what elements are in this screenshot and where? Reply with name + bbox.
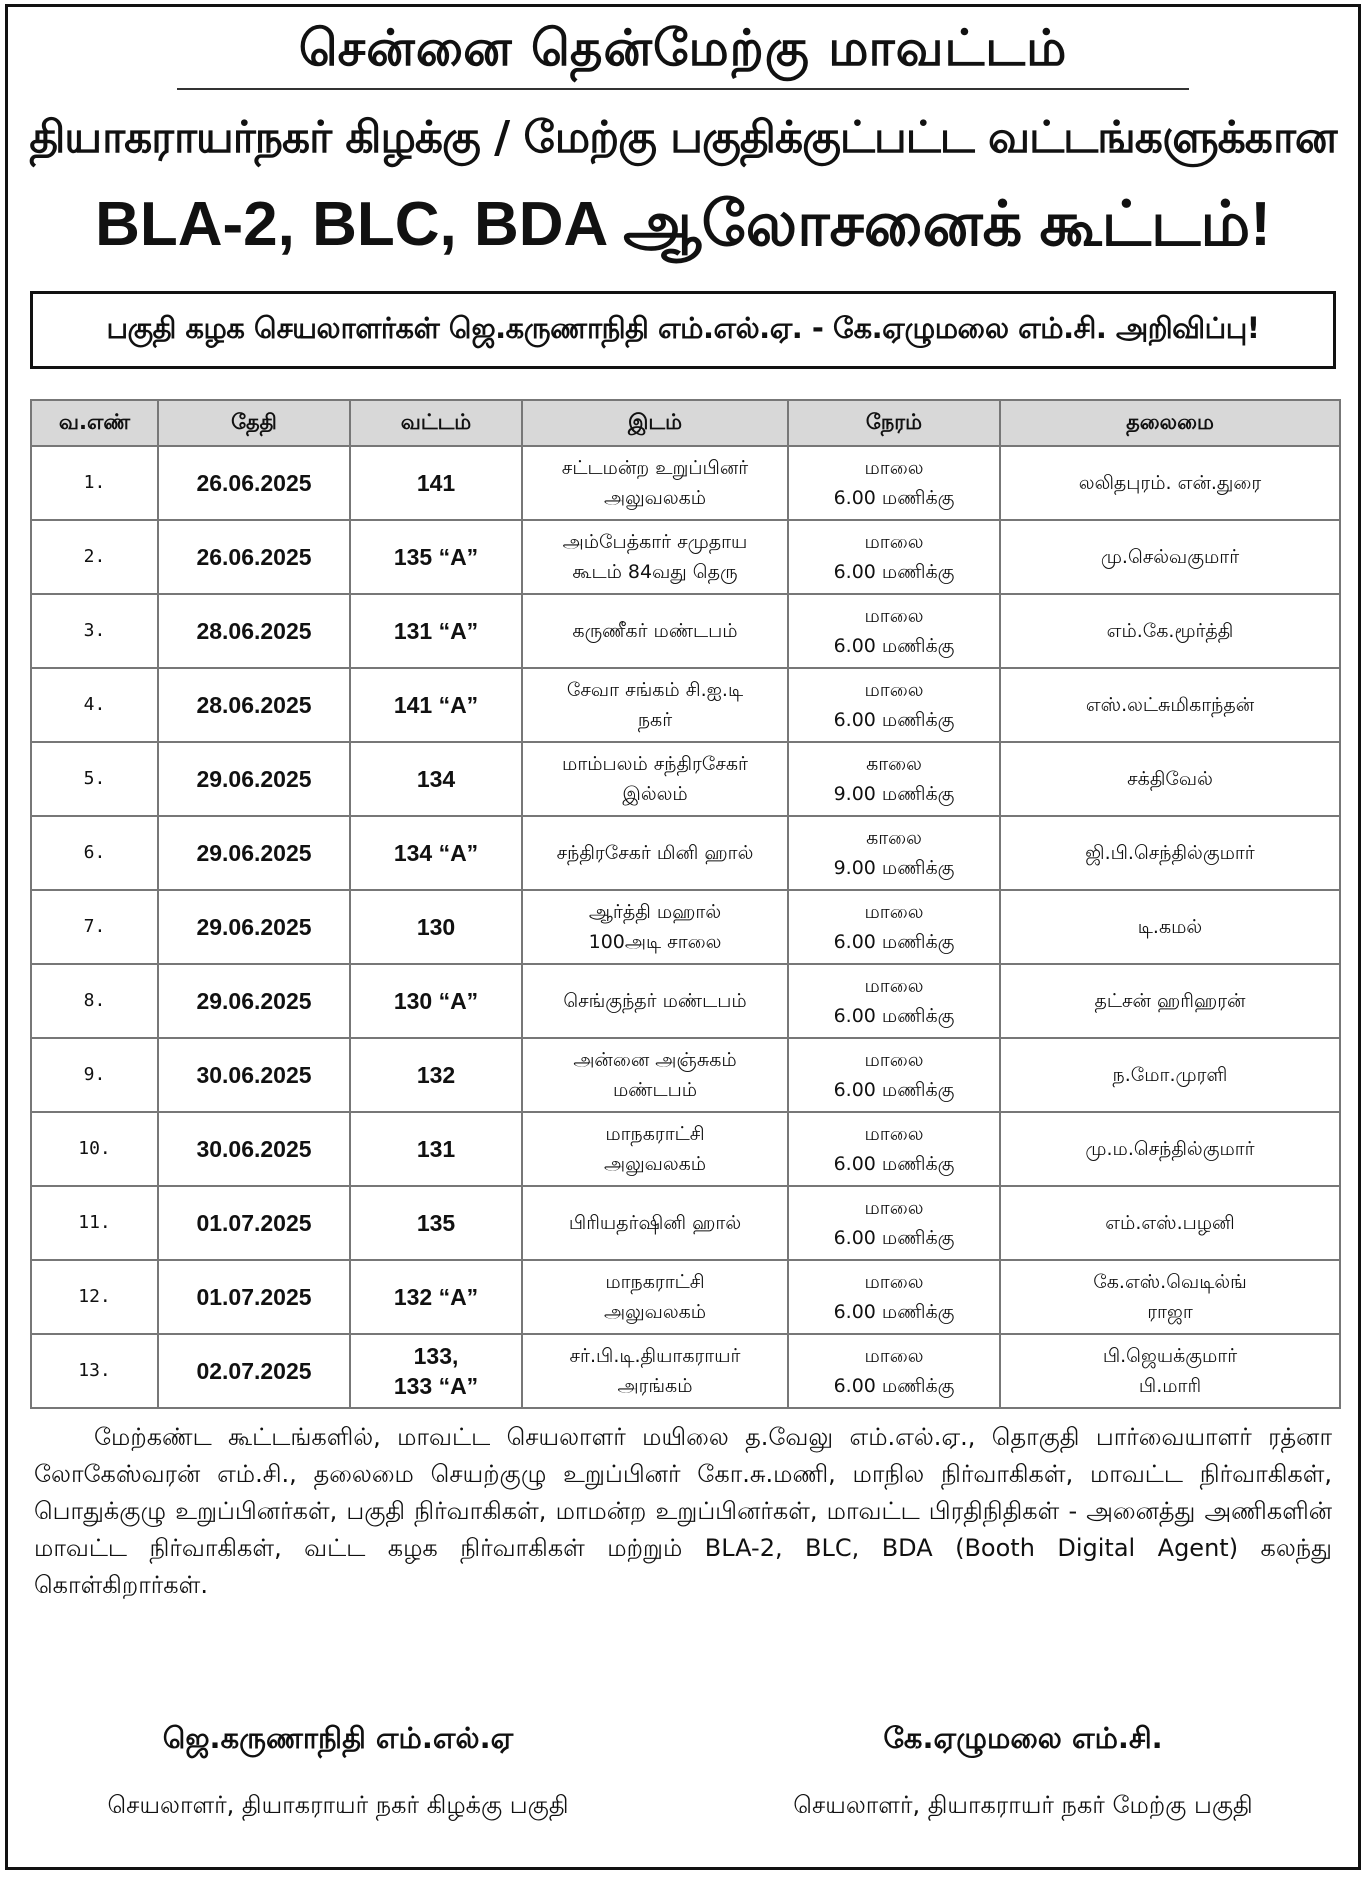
chair-cell	[1000, 594, 1340, 668]
time-cell-line: 6.00 மணிக்கு	[833, 1079, 955, 1101]
column-header-venue: இடம்	[522, 400, 788, 446]
column-header-ward: வட்டம்	[350, 400, 522, 446]
time-cell-line: மாலை	[864, 679, 924, 701]
venue-cell	[522, 1038, 788, 1112]
time-cell-line: 6.00 மணிக்கு	[833, 1005, 955, 1027]
table-row	[31, 742, 1340, 816]
time-cell	[788, 890, 1000, 964]
date-cell: 29.06.2025	[158, 816, 350, 890]
date-cell: 29.06.2025	[158, 742, 350, 816]
serial-cell: 6.	[31, 816, 158, 890]
announcement-box	[30, 291, 1336, 369]
column-header-time: நேரம்	[788, 400, 1000, 446]
announcement-text: பகுதி கழக செயலாளர்கள் ஜெ.கருணாநிதி எம்.எல்.ஏ. - கே.ஏழுமலை எம்.சி. அறிவிப்பு!	[106, 311, 1260, 345]
district-heading: சென்னை தென்மேற்கு மாவட்டம்	[298, 19, 1068, 77]
time-cell	[788, 816, 1000, 890]
chair-cell-line: கே.எஸ்.வெடில்ங்	[1093, 1271, 1247, 1293]
venue-cell	[522, 520, 788, 594]
venue-cell	[522, 816, 788, 890]
chair-cell	[1000, 816, 1340, 890]
attendees-paragraph: மேற்கண்ட கூட்டங்களில், மாவட்ட செயலாளர் மயிலை த.வேலு எம்.எல்.ஏ., தொகுதி பார்வையாளர் ரத்னா லோகேஸ்வரன் எம்.சி., தலைமை செயற்குழு உறுப்பினர் கோ.சு.மணி, மாநில நிர்வாகிகள், மாவட்ட நிர்வாகிகள், பொதுக்குழு உறுப்பினர்கள், பகுதி நிர்வாகிகள், மாமன்ற உறுப்பினர்கள், மாவட்ட பிரதிநிதிகள் - அனைத்து அணிகளின் மாவட்ட நிர்வாகிகள், வட்ட கழக நிர்வாகிகள் மற்றும் BLA-2, BLC, BDA (Booth Digital Agent) கலந்து கொள்கிறார்கள்.	[34, 1423, 1332, 1599]
chair-cell	[1000, 742, 1340, 816]
venue-cell-line: செங்குந்தர் மண்டபம்	[563, 990, 747, 1012]
time-cell-line: மாலை	[864, 605, 924, 627]
time-cell	[788, 446, 1000, 520]
chair-cell-line: மு.ம.செந்தில்குமார்	[1085, 1138, 1255, 1160]
table-row	[31, 1186, 1340, 1260]
date-cell: 01.07.2025	[158, 1260, 350, 1334]
serial-cell: 9.	[31, 1038, 158, 1112]
column-header-chair: தலைமை	[1000, 400, 1340, 446]
ward-cell	[350, 1334, 522, 1408]
signatory-name: ஜெ.கருணாநிதி எம்.எல்.ஏ	[162, 1721, 514, 1755]
time-cell-line: காலை	[866, 753, 922, 775]
date-cell: 26.06.2025	[158, 446, 350, 520]
time-cell-line: மாலை	[864, 1345, 924, 1367]
column-header-serial: வ.எண்	[31, 400, 158, 446]
time-cell-line: 6.00 மணிக்கு	[833, 1153, 955, 1175]
time-cell-line: மாலை	[864, 1049, 924, 1071]
ward-cell: 141	[350, 446, 522, 520]
time-cell	[788, 1260, 1000, 1334]
serial-cell: 4.	[31, 668, 158, 742]
chair-cell-line: எம்.எஸ்.பழனி	[1105, 1212, 1235, 1234]
ward-cell: 131	[350, 1112, 522, 1186]
meeting-title: BLA-2, BLC, BDA ஆலோசனைக் கூட்டம்!	[95, 190, 1271, 259]
venue-cell-line: 100அடி சாலை	[588, 931, 722, 953]
venue-cell	[522, 742, 788, 816]
serial-cell: 13.	[31, 1334, 158, 1408]
venue-cell	[522, 964, 788, 1038]
date-cell: 30.06.2025	[158, 1112, 350, 1186]
table-row	[31, 446, 1340, 520]
chair-cell-line: பி.ஜெயக்குமார்	[1102, 1345, 1238, 1367]
venue-cell-line: கருணீகர் மண்டபம்	[572, 620, 738, 642]
signatory-name: கே.ஏழுமலை எம்.சி.	[883, 1721, 1163, 1755]
venue-cell-line: சந்திரசேகர் மினி ஹால்	[556, 842, 754, 864]
time-cell-line: காலை	[866, 827, 922, 849]
serial-cell: 12.	[31, 1260, 158, 1334]
chair-cell	[1000, 1112, 1340, 1186]
chair-cell-line: எஸ்.லட்சுமிகாந்தன்	[1085, 694, 1255, 716]
time-cell	[788, 668, 1000, 742]
venue-cell-line: இல்லம்	[622, 783, 688, 805]
table-row	[31, 1334, 1340, 1408]
ward-cell: 131 “A”	[350, 594, 522, 668]
venue-cell	[522, 1112, 788, 1186]
signature-block	[8, 1717, 1358, 1867]
date-cell: 29.06.2025	[158, 964, 350, 1038]
chair-cell-line: மு.செல்வகுமார்	[1100, 546, 1240, 568]
table-body	[31, 446, 1340, 1408]
time-cell	[788, 1112, 1000, 1186]
venue-cell	[522, 668, 788, 742]
date-cell: 28.06.2025	[158, 668, 350, 742]
time-cell	[788, 520, 1000, 594]
venue-cell-line: சேவா சங்கம் சி.ஐ.டி	[566, 679, 744, 701]
venue-cell-line: அலுவலகம்	[603, 1153, 707, 1175]
notice-poster	[5, 4, 1361, 1870]
time-cell-line: மாலை	[864, 531, 924, 553]
time-cell-line: மாலை	[864, 901, 924, 923]
time-cell-line: 6.00 மணிக்கு	[833, 1375, 955, 1397]
venue-cell-line: சர்.பி.டி.தியாகராயர்	[569, 1345, 741, 1367]
venue-cell	[522, 446, 788, 520]
chair-cell	[1000, 668, 1340, 742]
ward-cell: 130	[350, 890, 522, 964]
ward-cell: 135 “A”	[350, 520, 522, 594]
signatory-designation: செயலாளர், தியாகராயர் நகர் கிழக்கு பகுதி	[107, 1791, 569, 1819]
ward-cell-text: 133, 133 “A”	[393, 1343, 479, 1399]
table-row	[31, 594, 1340, 668]
serial-cell: 2.	[31, 520, 158, 594]
table-row	[31, 1112, 1340, 1186]
venue-cell-line: அன்னை அஞ்சுகம்	[573, 1049, 737, 1071]
venue-cell-line: அரங்கம்	[617, 1375, 693, 1397]
chair-cell	[1000, 1186, 1340, 1260]
venue-cell	[522, 1334, 788, 1408]
time-cell	[788, 742, 1000, 816]
serial-cell: 10.	[31, 1112, 158, 1186]
time-cell-line: 6.00 மணிக்கு	[833, 561, 955, 583]
venue-cell-line: நகர்	[637, 709, 673, 731]
time-cell-line: மாலை	[864, 457, 924, 479]
time-cell-line: 6.00 மணிக்கு	[833, 1227, 955, 1249]
time-cell-line: மாலை	[864, 1123, 924, 1145]
table-row	[31, 1038, 1340, 1112]
chair-cell-line: லலிதபுரம். என்.துரை	[1078, 472, 1262, 494]
venue-cell	[522, 594, 788, 668]
chair-cell	[1000, 964, 1340, 1038]
time-cell-line: 6.00 மணிக்கு	[833, 635, 955, 657]
ward-cell: 134 “A”	[350, 816, 522, 890]
venue-cell-line: கூடம் 84வது தெரு	[572, 561, 738, 583]
ward-cell: 135	[350, 1186, 522, 1260]
ward-cell: 130 “A”	[350, 964, 522, 1038]
chair-cell-line: சக்திவேல்	[1127, 768, 1213, 790]
date-cell: 30.06.2025	[158, 1038, 350, 1112]
signatory-designation: செயலாளர், தியாகராயர் நகர் மேற்கு பகுதி	[793, 1791, 1253, 1819]
area-heading: தியாகராயர்நகர் கிழக்கு / மேற்கு பகுதிக்குட்பட்ட வட்டங்களுக்கான	[29, 112, 1337, 163]
chair-cell-line: டி.கமல்	[1137, 916, 1203, 938]
venue-cell-line: ஆர்த்தி மஹால்	[588, 901, 722, 923]
serial-cell: 11.	[31, 1186, 158, 1260]
chair-cell	[1000, 520, 1340, 594]
chair-cell	[1000, 446, 1340, 520]
time-cell	[788, 1186, 1000, 1260]
venue-cell	[522, 1260, 788, 1334]
table-row	[31, 964, 1340, 1038]
venue-cell	[522, 1186, 788, 1260]
ward-cell: 132	[350, 1038, 522, 1112]
chair-cell-line: பி.மாரி	[1138, 1375, 1202, 1397]
signature-east	[38, 1721, 638, 1822]
chair-cell	[1000, 1334, 1340, 1408]
date-cell: 28.06.2025	[158, 594, 350, 668]
chair-cell-line: ராஜா	[1147, 1301, 1193, 1323]
venue-cell-line: சட்டமன்ற உறுப்பினர்	[561, 457, 749, 479]
signature-west	[723, 1721, 1323, 1822]
chair-cell-line: எம்.கே.மூர்த்தி	[1106, 620, 1234, 642]
chair-cell-line: ந.மோ.முரளி	[1112, 1064, 1228, 1086]
venue-cell-line: மாநகராட்சி	[605, 1123, 705, 1145]
time-cell-line: மாலை	[864, 1271, 924, 1293]
date-cell: 02.07.2025	[158, 1334, 350, 1408]
venue-cell-line: அலுவலகம்	[603, 487, 707, 509]
chair-cell	[1000, 1260, 1340, 1334]
table-row	[31, 890, 1340, 964]
serial-cell: 5.	[31, 742, 158, 816]
date-cell: 29.06.2025	[158, 890, 350, 964]
chair-cell	[1000, 1038, 1340, 1112]
time-cell-line: 6.00 மணிக்கு	[833, 709, 955, 731]
time-cell-line: மாலை	[864, 975, 924, 997]
ward-cell: 132 “A”	[350, 1260, 522, 1334]
time-cell-line: மாலை	[864, 1197, 924, 1219]
time-cell-line: 6.00 மணிக்கு	[833, 1301, 955, 1323]
time-cell	[788, 1334, 1000, 1408]
time-cell	[788, 964, 1000, 1038]
ward-cell: 141 “A”	[350, 668, 522, 742]
time-cell	[788, 1038, 1000, 1112]
date-cell: 26.06.2025	[158, 520, 350, 594]
time-cell-line: 9.00 மணிக்கு	[833, 783, 955, 805]
venue-cell-line: பிரியதர்ஷினி ஹால்	[568, 1212, 742, 1234]
table-row	[31, 520, 1340, 594]
meeting-schedule-table	[30, 399, 1341, 1409]
time-cell-line: 6.00 மணிக்கு	[833, 487, 955, 509]
serial-cell: 3.	[31, 594, 158, 668]
time-cell-line: 6.00 மணிக்கு	[833, 931, 955, 953]
table-row	[31, 668, 1340, 742]
ward-cell: 134	[350, 742, 522, 816]
column-header-date: தேதி	[158, 400, 350, 446]
time-cell-line: 9.00 மணிக்கு	[833, 857, 955, 879]
serial-cell: 1.	[31, 446, 158, 520]
venue-cell-line: அம்பேத்கார் சமுதாய	[562, 531, 748, 553]
chair-cell-line: தட்சன் ஹரிஹரன்	[1094, 990, 1246, 1012]
serial-cell: 7.	[31, 890, 158, 964]
date-cell: 01.07.2025	[158, 1186, 350, 1260]
venue-cell-line: மாநகராட்சி	[605, 1271, 705, 1293]
table-row	[31, 816, 1340, 890]
venue-cell-line: அலுவலகம்	[603, 1301, 707, 1323]
serial-cell: 8.	[31, 964, 158, 1038]
venue-cell-line: மாம்பலம் சந்திரசேகர்	[562, 753, 748, 775]
venue-cell	[522, 890, 788, 964]
time-cell	[788, 594, 1000, 668]
chair-cell-line: ஜி.பி.செந்தில்குமார்	[1085, 842, 1255, 864]
heading-divider	[177, 88, 1189, 90]
table-header-row	[31, 400, 1340, 446]
venue-cell-line: மண்டபம்	[612, 1079, 697, 1101]
chair-cell	[1000, 890, 1340, 964]
table-row	[31, 1260, 1340, 1334]
